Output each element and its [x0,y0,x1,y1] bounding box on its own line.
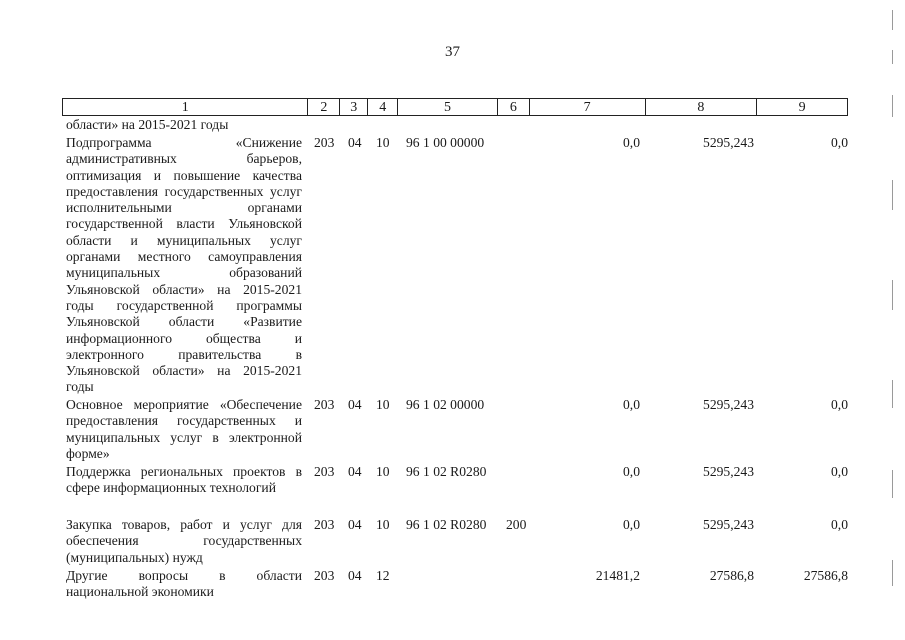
header-col-9: 9 [798,100,806,115]
row-description: Подпрограмма «Снижение административных барьеров, оптимизация и повышение качества предоставления государственных услуг исполнительными органами государственной власти Ульяновской области и муниципальных услуг органами местного самоуправления муниципальных образований Ульяновской области» на 2015-2021 годы государственной программы Ульяновской области «Развитие информационного общества и электронного правительства в Ульяновской области» на 2015-2021 годы [66,135,302,395]
row-description: Другие вопросы в области национальной экономики [66,568,302,600]
row-description: области» на 2015-2021 годы [66,117,229,132]
row-description: Поддержка региональных проектов в сфере информационных технологий [66,464,302,496]
page-number: 37 [445,44,460,60]
cell-col-8: 5295,243 [703,135,754,150]
cell-col-2: 203 [314,568,335,583]
cell-col-3: 04 [348,464,362,479]
cell-col-7: 21481,2 [595,568,640,583]
header-col-7: 7 [530,99,646,115]
table-header-row [62,98,848,116]
cell-col-8: 5295,243 [703,517,754,532]
cell-col-3: 04 [348,135,362,150]
cell-col-9: 0,0 [831,517,848,532]
cell-col-5: 96 1 02 00000 [406,397,485,412]
header-col-2: 2 [308,99,340,115]
cell-col-8: 27586,8 [709,568,754,583]
header-col-8: 8 [646,99,758,115]
cell-col-7: 0,0 [623,464,640,479]
cell-col-4: 10 [376,464,390,479]
cell-col-6: 200 [506,517,527,532]
cell-col-5: 96 1 00 00000 [406,135,485,150]
cell-col-8: 5295,243 [703,464,754,479]
header-col-1: 1 [63,99,308,115]
scan-artifact [892,95,893,117]
cell-col-9: 0,0 [831,135,848,150]
cell-col-7: 0,0 [623,135,640,150]
header-col-4: 4 [368,99,398,115]
cell-col-7: 0,0 [623,397,640,412]
cell-col-3: 04 [348,397,362,412]
cell-col-2: 203 [314,397,335,412]
cell-col-2: 203 [314,135,335,150]
header-col-6: 6 [498,99,530,115]
cell-col-9: 0,0 [831,397,848,412]
cell-col-9: 27586,8 [803,568,848,583]
row-description: Закупка товаров, работ и услуг для обеспечения государственных (муниципальных) нужд [66,517,302,565]
scan-artifact [892,280,893,310]
cell-col-4: 10 [376,517,390,532]
cell-col-7: 0,0 [623,517,640,532]
header-col-3: 3 [340,99,368,115]
scan-artifact [892,10,893,30]
scan-artifact [892,180,893,210]
scan-artifact [892,50,893,64]
cell-col-9: 0,0 [831,464,848,479]
row-description: Основное мероприятие «Обеспечение предоставления государственных и муниципальных услуг в электронной форме» [66,397,302,461]
cell-col-5: 96 1 02 R0280 [406,464,487,479]
cell-col-4: 10 [376,135,390,150]
scan-artifact [892,380,893,408]
cell-col-2: 203 [314,464,335,479]
cell-col-4: 12 [376,568,390,583]
scan-artifact [892,560,893,586]
cell-col-3: 04 [348,568,362,583]
cell-col-2: 203 [314,517,335,532]
cell-col-4: 10 [376,397,390,412]
cell-col-5: 96 1 02 R0280 [406,517,487,532]
header-col-5: 5 [398,99,498,115]
scan-artifact [892,470,893,498]
cell-col-3: 04 [348,517,362,532]
cell-col-8: 5295,243 [703,397,754,412]
